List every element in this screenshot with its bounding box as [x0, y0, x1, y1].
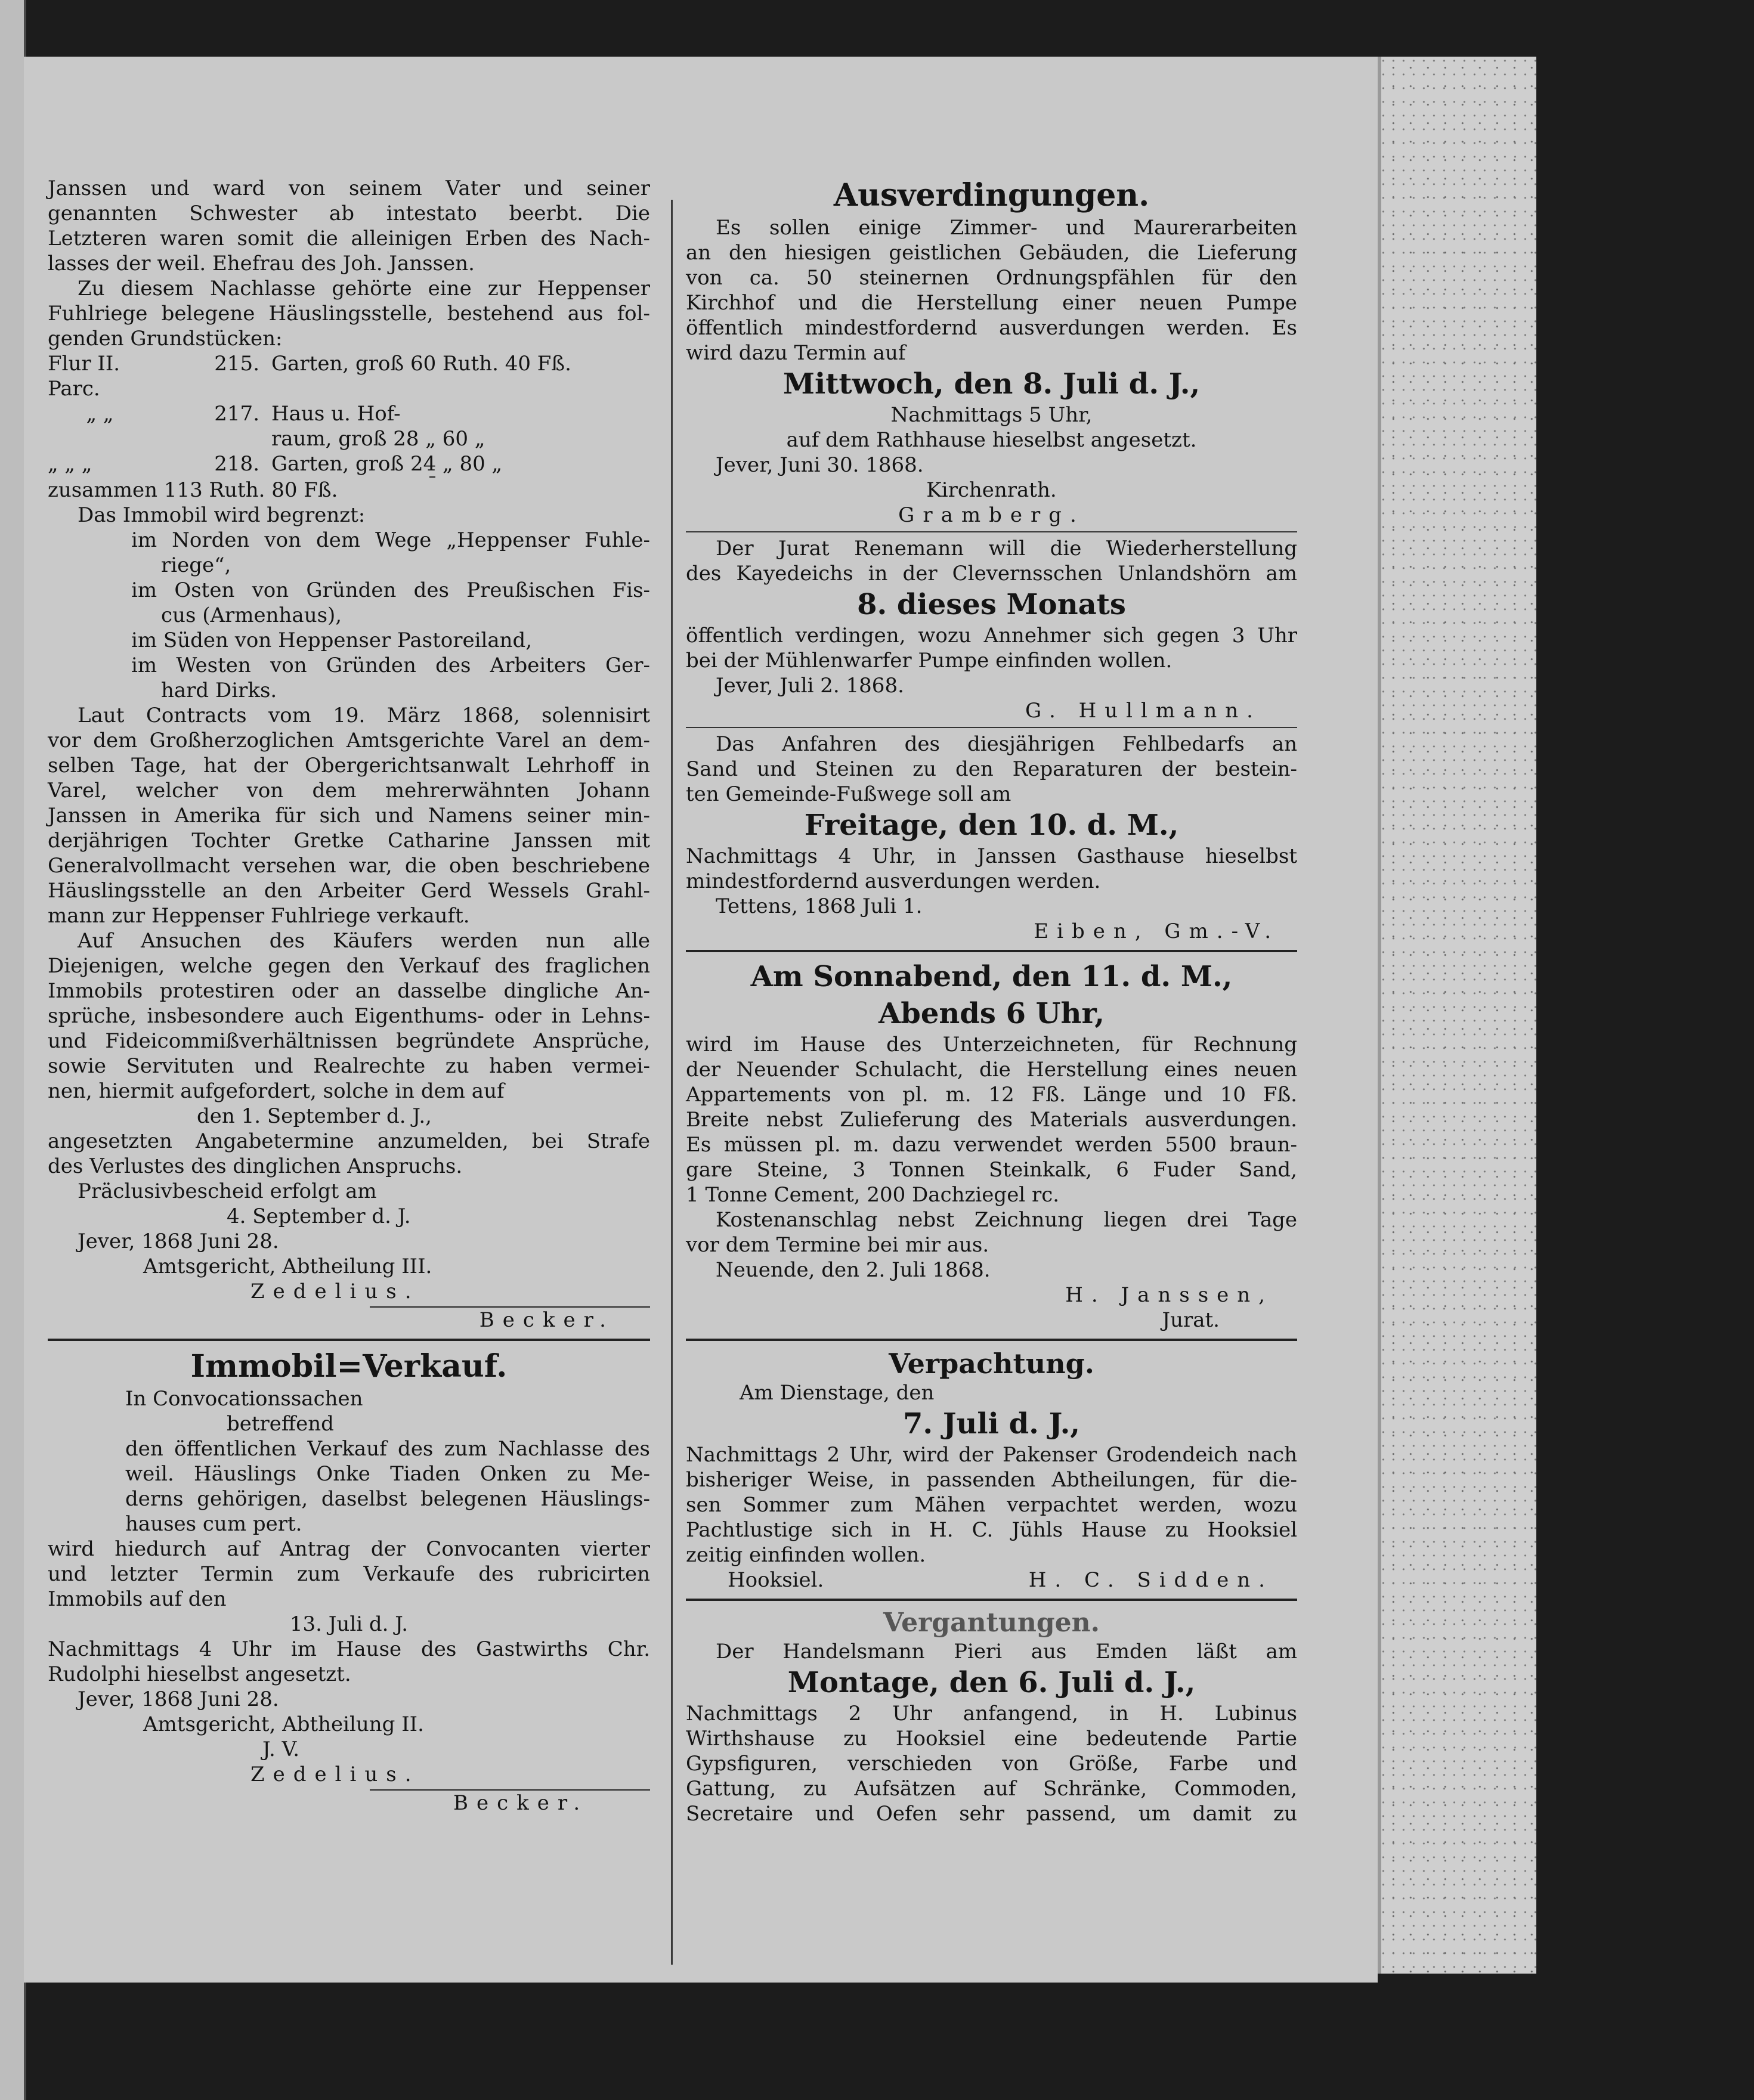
parcel-row [48, 351, 650, 401]
parcel-row [48, 451, 650, 476]
signature-name: G. Hullmann. [1025, 699, 1261, 723]
text-line: derns gehörigen, daselbst belegenen Häuslings- [125, 1487, 650, 1511]
nachlass-paragraph [48, 276, 650, 351]
text-line: Nachmittags 2 Uhr anfangend, in H. Lubinus [686, 1702, 1297, 1726]
parcel-number: 218. [214, 452, 259, 476]
previous-page-edge [0, 0, 26, 2100]
text-line: öffentlich mindestfordernd ausverdungen werden. Es [686, 316, 1297, 340]
text-line: im Süden von Heppenser Pastoreiland, [131, 628, 533, 652]
deputy-mark: J. V. [262, 1737, 300, 1761]
section-rule [686, 1599, 1297, 1601]
notice-rule [686, 727, 1297, 728]
text-line: genannten Schwester ab intestato beerbt. Die [48, 202, 650, 225]
notice-time: Abends 6 Uhr, [878, 997, 1105, 1030]
text-line: Häuslingsstelle an den Arbeiter Gerd Wessels Grahl- [48, 879, 650, 903]
text-line: Laut Contracts vom 19. März 1868, solennisirt [78, 704, 650, 727]
text-line: wird dazu Termin auf [686, 341, 906, 365]
text-line: sowie Servituten und Realrechte zu haben vermei- [48, 1054, 650, 1078]
text-line: und Fideicommißverhältnissen begründete Ansprüche, [48, 1029, 650, 1053]
place: Hooksiel. [728, 1568, 824, 1592]
notice-rule [686, 950, 1297, 952]
text-line: riege“, [161, 553, 231, 577]
signature-name: Eiben, Gm.-V. [1034, 919, 1279, 943]
section-heading-vergantungen: Vergantungen. [883, 1607, 1100, 1638]
text-line: bisheriger Weise, in passenden Abtheilungen, für die- [686, 1468, 1297, 1492]
notice-date: Freitage, den 10. d. M., [804, 809, 1179, 842]
notice-date: 8. dieses Monats [857, 588, 1126, 621]
intro-paragraph [48, 176, 650, 276]
text-line: Immobils auf den [48, 1587, 227, 1611]
text-line: Secretaire und Oefen sehr passend, um damit zu [686, 1802, 1297, 1826]
text-line: angesetzten Angabetermine anzumelden, bei Strafe [48, 1129, 650, 1153]
text-line: Es sollen einige Zimmer- und Maurerarbeiten [716, 216, 1297, 240]
text-line: mann zur Heppenser Fuhlriege verkauft. [48, 904, 470, 928]
parcel-description: Haus u. Hof- [271, 402, 401, 426]
notice-pieri [686, 1639, 1297, 1826]
text-line: mindestfordernd ausverdungen werden. [686, 869, 1101, 893]
text-line: Immobils protestiren oder an dasselbe dingliche An- [48, 979, 650, 1003]
sale-date: 13. Juli d. J. [289, 1612, 409, 1636]
notice-kirchenrath [686, 215, 1297, 528]
signature-name: H. Janssen, [1065, 1283, 1273, 1307]
text-line: hard Dirks. [161, 679, 277, 702]
text-line: zeitig einfinden wollen. [686, 1543, 926, 1567]
text-line: Auf Ansuchen des Käufers werden nun alle [78, 929, 650, 953]
judge-signature: Zedelius. [250, 1280, 420, 1303]
notice-neuende [686, 958, 1297, 1333]
text-line: Appartements von pl. m. 12 Fß. Länge und 10 Fß. [686, 1083, 1297, 1107]
text-line: Varel, welcher von dem mehrerwähnten Johann [48, 779, 650, 803]
text-line: Letzteren waren somit die alleinigen Erben des Nach- [48, 227, 650, 250]
text-line: betreffend [227, 1412, 334, 1436]
section-heading-verpachtung: Verpachtung. [889, 1348, 1094, 1380]
text-line: sprüche, insbesondere auch Eigenthums- oder in Lehns- [48, 1004, 650, 1028]
text-line: wird im Hause des Unterzeichneten, für Rechnung [686, 1033, 1297, 1057]
text-line: Kostenanschlag nebst Zeichnung liegen drei Tage [716, 1208, 1297, 1232]
text-line: weil. Häuslings Onke Tiaden Onken zu Me- [125, 1462, 650, 1486]
parcel-number: 217. [214, 402, 259, 426]
text-line: Wirthshause zu Hooksiel eine bedeutende Partie [686, 1727, 1297, 1751]
court-name: Amtsgericht, Abtheilung III. [143, 1255, 432, 1278]
text-line: Fuhlriege belegene Häuslingsstelle, bestehend aus fol- [48, 302, 650, 326]
preclusion-text: Präclusivbescheid erfolgt am [78, 1179, 377, 1203]
boundaries-intro: Das Immobil wird begrenzt: [78, 503, 366, 527]
text-line: Nachmittags 4 Uhr, in Janssen Gasthause hieselbst [686, 844, 1297, 868]
text-line: Generalvollmacht versehen war, die oben beschriebene [48, 854, 650, 878]
text-line: Janssen in Amerika für sich und Namens seiner min- [48, 804, 650, 828]
notice-rule [686, 531, 1297, 532]
parcel-description: raum, groß 28 „ 60 „ [271, 427, 485, 451]
text-line: Nachmittags 2 Uhr, wird der Pakenser Grodendeich nach [686, 1443, 1297, 1467]
notice-date: 7. Juli d. J., [903, 1407, 1080, 1441]
text-line: Janssen und ward von seinem Vater und seiner [48, 176, 650, 200]
text-line: selben Tage, hat der Obergerichtsanwalt Lehrhoff in [48, 754, 650, 778]
text-line: im Westen von Gründen des Arbeiters Ger- [131, 653, 650, 677]
subject-paragraph [48, 1436, 650, 1537]
text-line: Der Handelsmann Pieri aus Emden läßt am [716, 1640, 1297, 1664]
text-line: wird hiedurch auf Antrag der Convocanten vierter [48, 1537, 650, 1561]
text-line: Das Anfahren des diesjährigen Fehlbedarfs an [716, 732, 1297, 756]
text-line: vor dem Termine bei mir aus. [686, 1233, 989, 1257]
parcel-description: Garten, groß 60 Ruth. 40 Fß. [271, 352, 571, 376]
text-line: 1 Tonne Cement, 200 Dachziegel rc. [686, 1183, 1060, 1207]
text-line: genden Grundstücken: [48, 327, 283, 351]
text-line: vor dem Großherzoglichen Amtsgerichte Varel an dem- [48, 729, 650, 752]
parcel-table [48, 351, 650, 503]
contract-paragraph [48, 703, 650, 928]
newspaper-page [24, 57, 1378, 1983]
notice-date: Am Sonnabend, den 11. d. M., [750, 960, 1233, 993]
court-name: Amtsgericht, Abtheilung II. [143, 1712, 424, 1736]
signature-name: Gramberg. [898, 503, 1085, 527]
text-line: an den hiesigen geistlichen Gebäuden, die Lieferung [686, 241, 1297, 265]
text-line: ten Gemeinde-Fußwege soll am [686, 782, 1011, 806]
notice-pakenser [686, 1380, 1297, 1593]
place-date: Jever, Juni 30. 1868. [716, 453, 924, 477]
parcel-number [152, 426, 271, 451]
text-line: öffentlich verdingen, wozu Annehmer sich gegen 3 Uhr [686, 624, 1297, 648]
text-line: Diejenigen, welche gegen den Verkauf des fraglichen [48, 954, 650, 978]
place-date: Neuende, den 2. Juli 1868. [716, 1258, 991, 1282]
parcel-flur: „ „ [86, 402, 114, 426]
parcel-row [48, 401, 650, 426]
text-line: bei der Mühlenwarfer Pumpe einfinden wollen. [686, 649, 1173, 673]
parcel-row [48, 426, 650, 451]
place-date: Jever, Juli 2. 1868. [716, 674, 904, 698]
text-line: der Neuender Schulacht, die Herstellung eines neuen [686, 1058, 1297, 1082]
signature-role: Jurat. [1162, 1308, 1220, 1332]
text-line: cus (Armenhaus), [161, 603, 342, 627]
parcel-flur: Flur II. Parc. [48, 352, 120, 401]
signature-row [686, 1568, 1297, 1593]
text-line: sen Sommer zum Mähen verpachtet werden, wozu [686, 1493, 1297, 1517]
signature-name: H. C. Sidden. [1028, 1568, 1273, 1592]
text-line: Breite nebst Zulieferung des Materials ausverdungen. [686, 1108, 1297, 1132]
notice-renemann [686, 536, 1297, 723]
clerk-signature: Becker. [479, 1308, 614, 1332]
parcel-flur: „ „ „ [48, 452, 92, 476]
text-line: gare Steine, 3 Tonnen Steinkalk, 6 Fuder Sand, [686, 1158, 1297, 1182]
book-page-edges [1378, 57, 1536, 1974]
text-line: nen, hiermit aufgefordert, solche in dem auf [48, 1079, 505, 1103]
text-line: derjährigen Tochter Gretke Catharine Janssen mit [48, 829, 650, 853]
column-divider [671, 200, 673, 1965]
text-line: Gypsfiguren, verschieden von Größe, Farbe und [686, 1752, 1297, 1776]
text-line: Sand und Steinen zu den Reparaturen der bestein- [686, 757, 1297, 781]
text-line: Rudolphi hieselbst angesetzt. [48, 1662, 351, 1686]
judge-signature: Zedelius. [250, 1763, 420, 1786]
parcel-description: Garten, groß 24 „ 80 „ [271, 452, 503, 476]
notice-location: auf dem Rathhause hieselbst angesetzt. [786, 428, 1197, 452]
text-line: Der Jurat Renemann will die Wiederherstellung [716, 537, 1297, 560]
deadline-date: den 1. September d. J., [197, 1104, 432, 1128]
text-line: des Kayedeichs in der Clevernsschen Unlandshörn am [686, 562, 1297, 586]
parcel-number: 215. [214, 352, 259, 376]
request-paragraph [48, 928, 650, 1104]
text-line: und letzter Termin zum Verkaufe des rubricirten [48, 1562, 650, 1586]
text-line: im Norden von dem Wege „Heppenser Fuhle- [131, 528, 650, 552]
text-line: im Osten von Gründen des Preußischen Fis- [131, 578, 650, 602]
notice-date: Mittwoch, den 8. Juli d. J., [782, 367, 1201, 401]
preclusion-date: 4. September d. J. [227, 1204, 411, 1228]
section-heading-immobil: Immobil=Verkauf. [190, 1348, 508, 1384]
signature-org: Kirchenrath. [926, 478, 1057, 502]
clerk-signature: Becker. [453, 1791, 589, 1815]
left-column [48, 176, 650, 1816]
parcel-flur [48, 426, 152, 451]
notice-time: Nachmittags 5 Uhr, [890, 403, 1093, 427]
section-rule [48, 1339, 650, 1341]
text-line: hauses cum pert. [125, 1512, 302, 1536]
parcel-sum: zusammen 113 Ruth. 80 Fß. [48, 478, 338, 502]
text-line: von ca. 50 steinernen Ordnungspfählen für den [686, 266, 1297, 290]
place-date: Jever, 1868 Juni 28. [78, 1687, 279, 1711]
text-line: Am Dienstage, den [740, 1381, 935, 1405]
text-line: Es müssen pl. m. dazu verwendet werden 5500 braun- [686, 1133, 1297, 1157]
text-line: Gattung, zu Aufsätzen auf Schränke, Commoden, [686, 1777, 1297, 1801]
place-date: Jever, 1868 Juni 28. [78, 1229, 279, 1253]
boundaries-list [48, 528, 650, 703]
section-heading-ausverdingungen: Ausverdingungen. [833, 177, 1150, 213]
notice-date: Montage, den 6. Juli d. J., [787, 1666, 1196, 1699]
text-line: Pachtlustige sich in H. C. Jühls Hause zu Hooksiel [686, 1518, 1297, 1542]
text-line: In Convocationssachen [125, 1387, 363, 1411]
right-column [686, 176, 1297, 1826]
notice-tettens [686, 732, 1297, 944]
section-rule [686, 1339, 1297, 1341]
text-line: den öffentlichen Verkauf des zum Nachlasse des [125, 1437, 650, 1461]
text-line: lasses der weil. Ehefrau des Joh. Janssen. [48, 252, 475, 275]
text-line: Kirchhof und die Herstellung einer neuen Pumpe [686, 291, 1297, 315]
place-date: Tettens, 1868 Juli 1. [716, 894, 923, 918]
text-line: Nachmittags 4 Uhr im Hause des Gastwirths Chr. [48, 1637, 650, 1661]
text-line: Zu diesem Nachlasse gehörte eine zur Heppenser [78, 277, 650, 301]
text-line: des Verlustes des dinglichen Anspruchs. [48, 1154, 463, 1178]
